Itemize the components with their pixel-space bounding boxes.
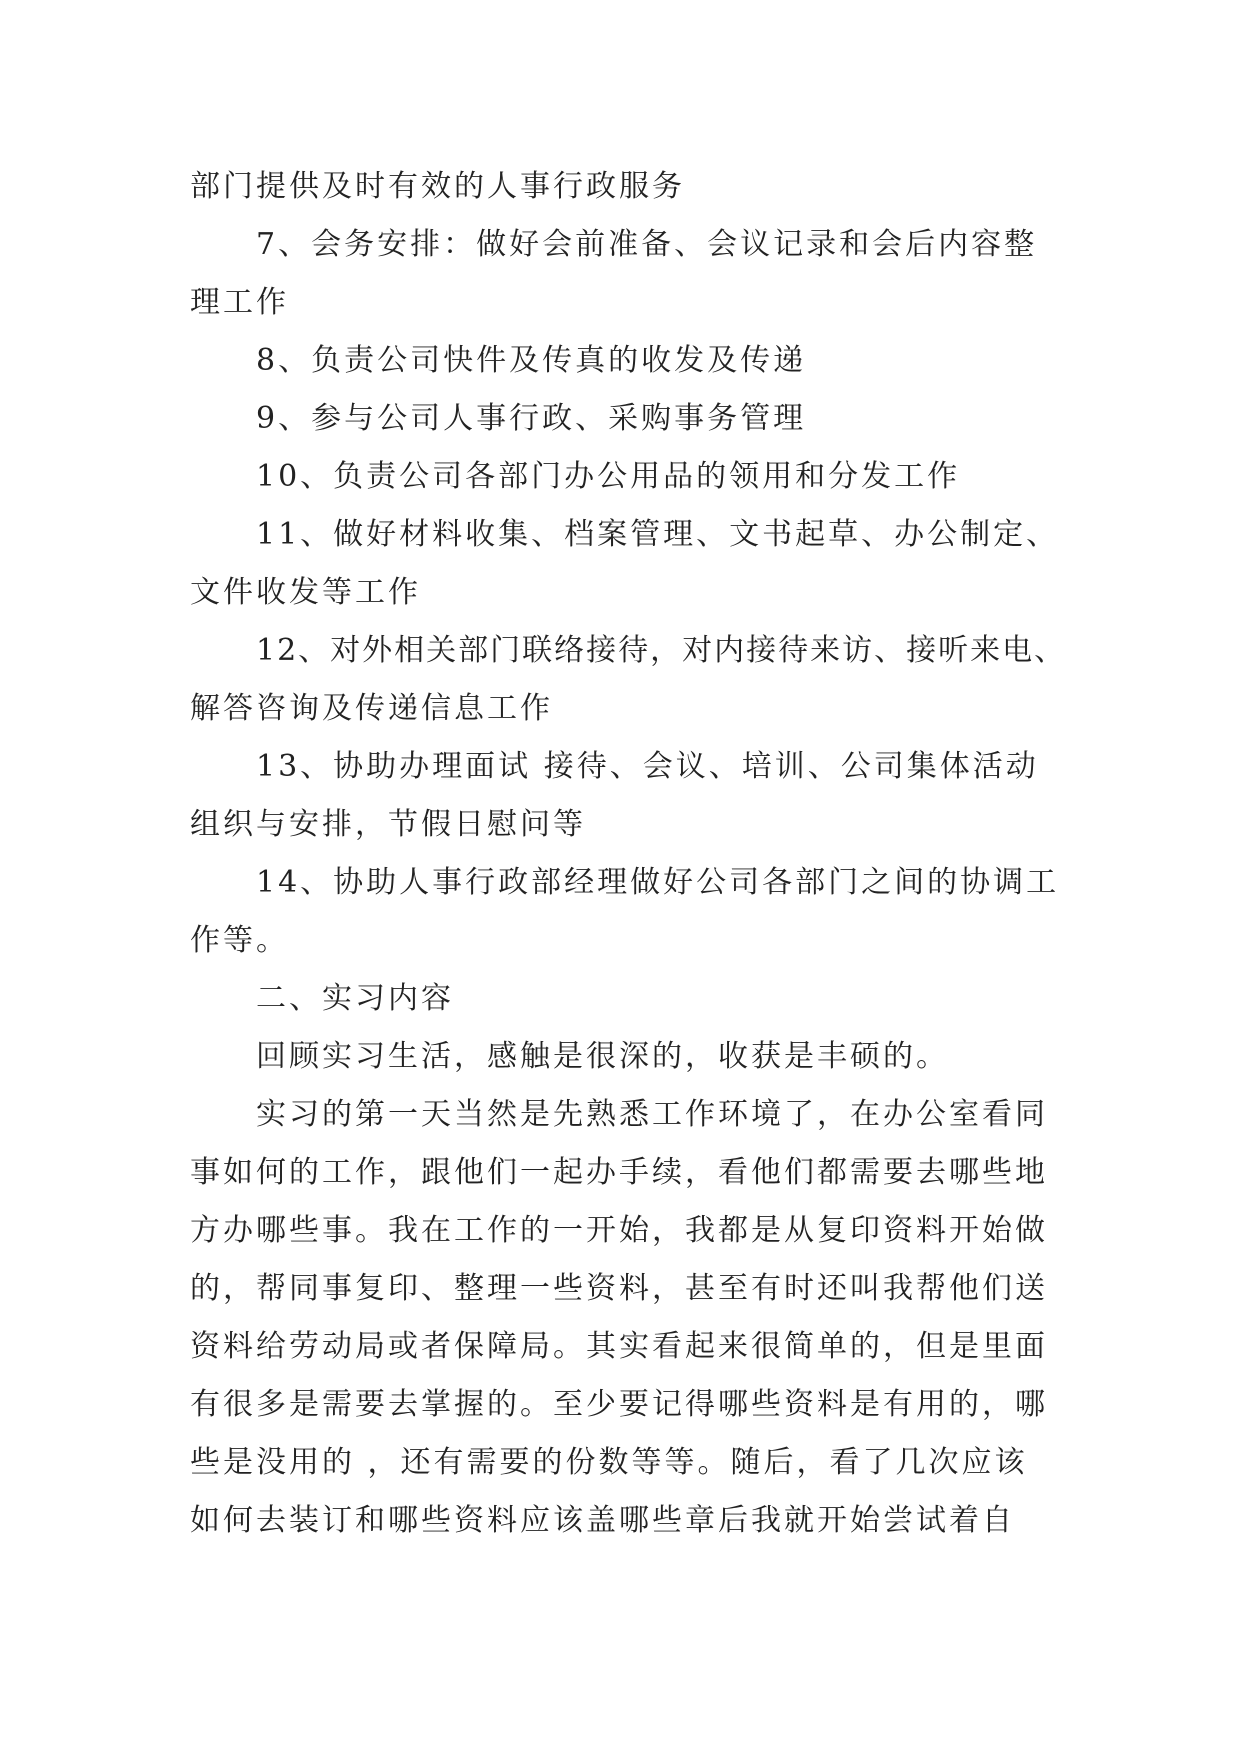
text-line: 组织与安排，节假日慰问等 — [190, 807, 586, 842]
text-line: 二、实习内容 — [256, 981, 454, 1016]
text-line: 如何去装订和哪些资料应该盖哪些章后我就开始尝试着自 — [190, 1503, 1015, 1538]
text-line: 回顾实习生活，感触是很深的，收获是丰硕的。 — [256, 1039, 949, 1074]
text-line: 11、做好材料收集、档案管理、文书起草、办公制定、 — [256, 517, 1060, 552]
text-line: 文件收发等工作 — [190, 575, 421, 610]
text-line: 10、负责公司各部门办公用品的领用和分发工作 — [256, 459, 961, 494]
text-line: 资料给劳动局或者保障局。其实看起来很简单的，但是里面 — [190, 1329, 1048, 1364]
text-line: 的，帮同事复印、整理一些资料，甚至有时还叫我帮他们送 — [190, 1271, 1048, 1306]
text-line: 有很多是需要去掌握的。至少要记得哪些资料是有用的，哪 — [190, 1387, 1048, 1422]
text-line: 12、对外相关部门联络接待，对内接待来访、接听来电、 — [256, 633, 1067, 668]
text-line: 8、负责公司快件及传真的收发及传递 — [256, 343, 807, 378]
text-line: 部门提供及时有效的人事行政服务 — [190, 169, 685, 204]
text-line: 解答咨询及传递信息工作 — [190, 691, 553, 726]
document-body — [190, 158, 1070, 1550]
text-line: 理工作 — [190, 285, 289, 320]
text-line: 实习的第一天当然是先熟悉工作环境了，在办公室看同 — [256, 1097, 1048, 1132]
text-line: 些是没用的 ，还有需要的份数等等。随后，看了几次应该 — [190, 1445, 1028, 1480]
text-line: 9、参与公司人事行政、采购事务管理 — [256, 401, 807, 436]
text-line: 13、协助办理面试 接待、会议、培训、公司集体活动 — [256, 749, 1039, 784]
text-line: 14、协助人事行政部经理做好公司各部门之间的协调工 — [256, 865, 1060, 900]
text-line: 事如何的工作，跟他们一起办手续，看他们都需要去哪些地 — [190, 1155, 1048, 1190]
text-line: 作等。 — [190, 923, 289, 958]
text-line: 7、会务安排：做好会前准备、会议记录和会后内容整 — [256, 227, 1038, 262]
text-line: 方办哪些事。我在工作的一开始，我都是从复印资料开始做 — [190, 1213, 1048, 1248]
